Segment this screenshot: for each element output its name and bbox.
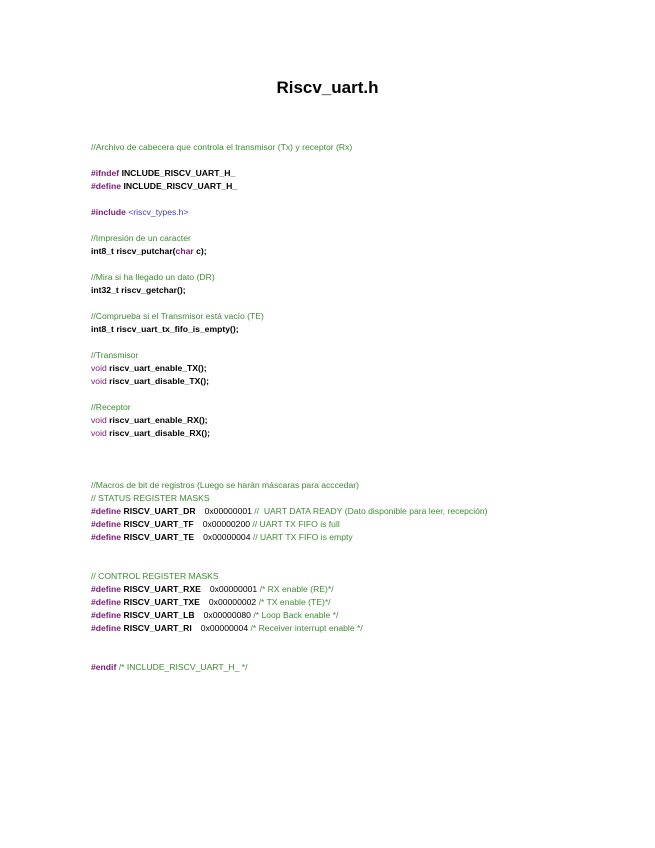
keyword: void (91, 376, 107, 386)
directive: #define (91, 532, 122, 542)
directive: #define (91, 610, 122, 620)
directive: #define (91, 181, 122, 191)
directive: #define (91, 623, 122, 633)
comment: //Transmisor (91, 350, 139, 360)
code-line (91, 284, 488, 297)
comment: // CONTROL REGISTER MASKS (91, 571, 219, 581)
macro-name: RISCV_UART_RI (123, 623, 192, 633)
comment: /* Loop Back enable */ (253, 610, 339, 620)
code-line (91, 427, 488, 440)
define-line (91, 609, 488, 622)
comment: //Archivo de cabecera que controla el transmisor (Tx) y receptor (Rx) (91, 142, 353, 152)
code-line (91, 479, 488, 492)
code-line (91, 323, 488, 336)
function-name: riscv_uart_disable_RX(); (109, 428, 210, 438)
macro-name: RISCV_UART_LB (123, 610, 195, 620)
macro-value: 0x00000002 (208, 597, 257, 607)
code-line (91, 492, 488, 505)
code-line (91, 206, 488, 219)
function-name: riscv_uart_enable_TX(); (109, 363, 207, 373)
macro-name: RISCV_UART_TF (123, 519, 194, 529)
define-line (91, 518, 488, 531)
code-line (91, 570, 488, 583)
macro-name: RISCV_UART_DR (123, 506, 196, 516)
identifier: INCLUDE_RISCV_UART_H_ (123, 181, 238, 191)
code-line (91, 362, 488, 375)
macro-name: RISCV_UART_TE (123, 532, 195, 542)
code-block (91, 141, 488, 674)
comment: /* TX enable (TE)*/ (258, 597, 331, 607)
macro-value: 0x00000200 (202, 519, 250, 529)
code-line (91, 414, 488, 427)
comment: /* INCLUDE_RISCV_UART_H_ */ (118, 662, 248, 672)
directive: #define (91, 519, 122, 529)
keyword: void (91, 428, 107, 438)
code-line (91, 271, 488, 284)
comment: //Receptor (91, 402, 131, 412)
comment: //Macros de bit de registros (Luego se harán máscaras para acccedar) (91, 480, 359, 490)
function-name: riscv_getchar(); (121, 285, 186, 295)
directive: #define (91, 597, 122, 607)
define-line (91, 622, 488, 635)
keyword: void (91, 363, 107, 373)
code-line (91, 232, 488, 245)
macro-name: RISCV_UART_RXE (123, 584, 201, 594)
macro-value: 0x00000004 (203, 532, 251, 542)
code-line (91, 661, 488, 674)
type: int8_t (91, 246, 114, 256)
function-name: riscv_putchar( (116, 246, 176, 256)
code-line (91, 401, 488, 414)
type: int8_t (91, 324, 114, 334)
function-end: c); (196, 246, 207, 256)
document-title: Riscv_uart.h (276, 78, 379, 97)
directive: #endif (91, 662, 117, 672)
comment: /* Receiver interrupt enable */ (250, 623, 363, 633)
directive: #include (91, 207, 126, 217)
macro-value: 0x00000001 (209, 584, 258, 594)
function-name: riscv_uart_tx_fifo_is_empty(); (116, 324, 239, 334)
define-line (91, 505, 488, 518)
comment: // UART DATA READY (Dato disponible para leer, recepción) (254, 506, 488, 516)
code-line (91, 245, 488, 258)
comment: // UART TX FIFO is full (252, 519, 340, 529)
code-line (91, 141, 488, 154)
define-line (91, 531, 488, 544)
macro-value: 0x00000001 (204, 506, 252, 516)
include-file: <riscv_types.h> (128, 207, 189, 217)
define-line (91, 583, 488, 596)
code-line (91, 180, 488, 193)
macro-name: RISCV_UART_TXE (123, 597, 200, 607)
code-line (91, 349, 488, 362)
comment: // STATUS REGISTER MASKS (91, 493, 210, 503)
directive: #define (91, 506, 122, 516)
comment: //Comprueba si el Transmisor está vacío (TE) (91, 311, 264, 321)
code-line (91, 310, 488, 323)
comment: /* RX enable (RE)*/ (259, 584, 334, 594)
comment: //Impresión de un caracter (91, 233, 191, 243)
comment: //Mira si ha llegado un dato (DR) (91, 272, 215, 282)
keyword: char (175, 246, 194, 256)
function-name: riscv_uart_enable_RX(); (109, 415, 208, 425)
comment: // UART TX FIFO is empty (252, 532, 353, 542)
define-line (91, 596, 488, 609)
function-name: riscv_uart_disable_TX(); (109, 376, 209, 386)
keyword: void (91, 415, 107, 425)
identifier: INCLUDE_RISCV_UART_H_ (121, 168, 236, 178)
directive: #ifndef (91, 168, 120, 178)
directive: #define (91, 584, 122, 594)
code-line (91, 167, 488, 180)
type: int32_t (91, 285, 119, 295)
macro-value: 0x00000080 (203, 610, 251, 620)
macro-value: 0x00000004 (200, 623, 249, 633)
code-line (91, 375, 488, 388)
